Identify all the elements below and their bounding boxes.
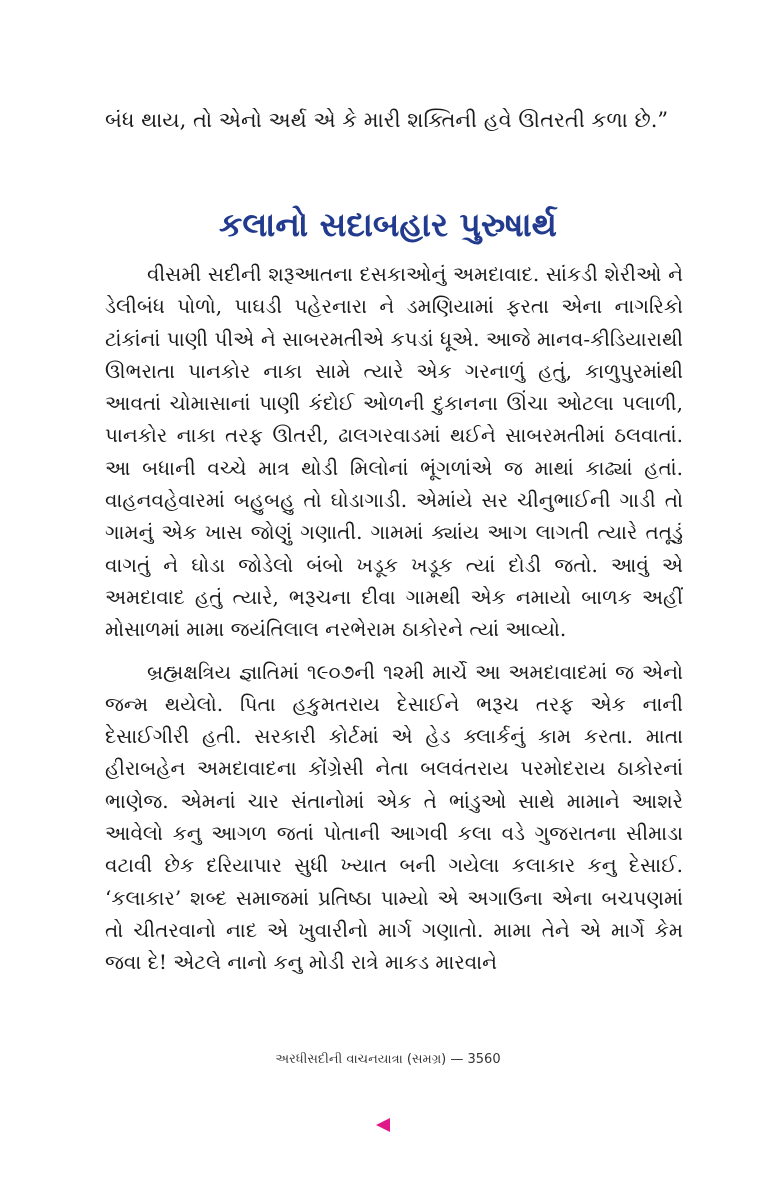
paragraph-2: બ્રહ્મક્ષત્રિય જ્ઞાતિમાં ૧૯૦૭ની ૧૨મી માર્ચે આ અમદાવાદમાં જ એનો જન્મ થયેલો. પિતા હકુમતરાય દેસાઈને ભરૂચ તરફ એક નાની દેસાઈગીરી હતી. સરકારી કોર્ટમાં એ હેડ ક્લાર્કનું કામ કરતા. માતા હીરાબહેન અમદાવાદના કોંગ્રેસી નેતા બલવંતરાય પરમોદરાય ઠાકોરનાં ભાણેજ. એમનાં ચાર સંતાનોમાં એક તે ભાંડુઓ સાથે મામાને આશરે આવેલો કનુ આગળ જતાં પોતાની આગવી કલા વડે ગુજરાતના સીમાડા વટાવી છેક દરિયાપાર સુધી ખ્યાત બની ગયેલા કલાકાર કનુ દેસાઈ. ‘કલાકાર’ શબ્દ સમાજમાં પ્રતિષ્ઠા પામ્યો એ અગાઉના એના બચપણમાં તો ચીતરવાનો નાદ એ ખુવારીનો માર્ગ ગણાતો. મામા તેને એ માર્ગે કેમ જવા દે! એટલે નાનો કનુ મોડી રાત્રે માકડ મારવાને	[105, 659, 683, 975]
continuation-line: બંધ થાય, તો એનો અર્થ એ કે મારી શક્તિની હવે ઊતરતી કળા છે.”	[105, 108, 669, 132]
previous-page-arrow-icon[interactable]	[376, 1118, 390, 1132]
body-text	[105, 258, 683, 979]
paragraph-1: વીસમી સદીની શરૂઆતના દસકાઓનું અમદાવાદ. સાંકડી શેરીઓ ને ડેલીબંધ પોળો, પાઘડી પહેરનારા ને ડમણિયામાં ફરતા એના નાગરિકો ટાંકાંનાં પાણી પીએ ને સાબરમતીએ કપડાં ધૂએ. આજે માનવ-કીડિયારાથી ઊભરાતા પાનકોર નાકા સામે ત્યારે એક ગરનાળું હતું, કાળુપુરમાંથી આવતાં ચોમાસાનાં પાણી કંદોઈ ઓળની દુકાનના ઊંચા ઓટલા પલાળી, પાનકોર નાકા તરફ ઊતરી, ઢાલગરવાડમાં થઈને સાબરમતીમાં ઠલવાતાં. આ બધાની વચ્ચે માત્ર થોડી મિલોનાં ભૂંગળાંએ જ માથાં કાઢ્યાં હતાં. વાહનવહેવારમાં બહુબહુ તો ઘોડાગાડી. એમાંયે સર ચીનુભાઈની ગાડી તો ગામનું એક ખાસ જોણું ગણાતી. ગામમાં ક્યાંય આગ લાગતી ત્યારે તતૂડું વાગતું ને ઘોડા જોડેલો બંબો ખડૂક ખડૂક ત્યાં દોડી જતો. આવું એ અમદાવાદ હતું ત્યારે, ભરૂચના દીવા ગામથી એક નમાયો બાળક અહીં મોસાળમાં મામા જયંતિલાલ નરભેરામ ઠાકોરને ત્યાં આવ્યો.	[105, 262, 683, 642]
chapter-heading: કલાનો સદાબહાર પુરુષાર્થ	[219, 205, 557, 244]
page-footer: અરધીસદીની વાચનયાત્રા (સમગ્ર) — 3560	[275, 1052, 501, 1067]
